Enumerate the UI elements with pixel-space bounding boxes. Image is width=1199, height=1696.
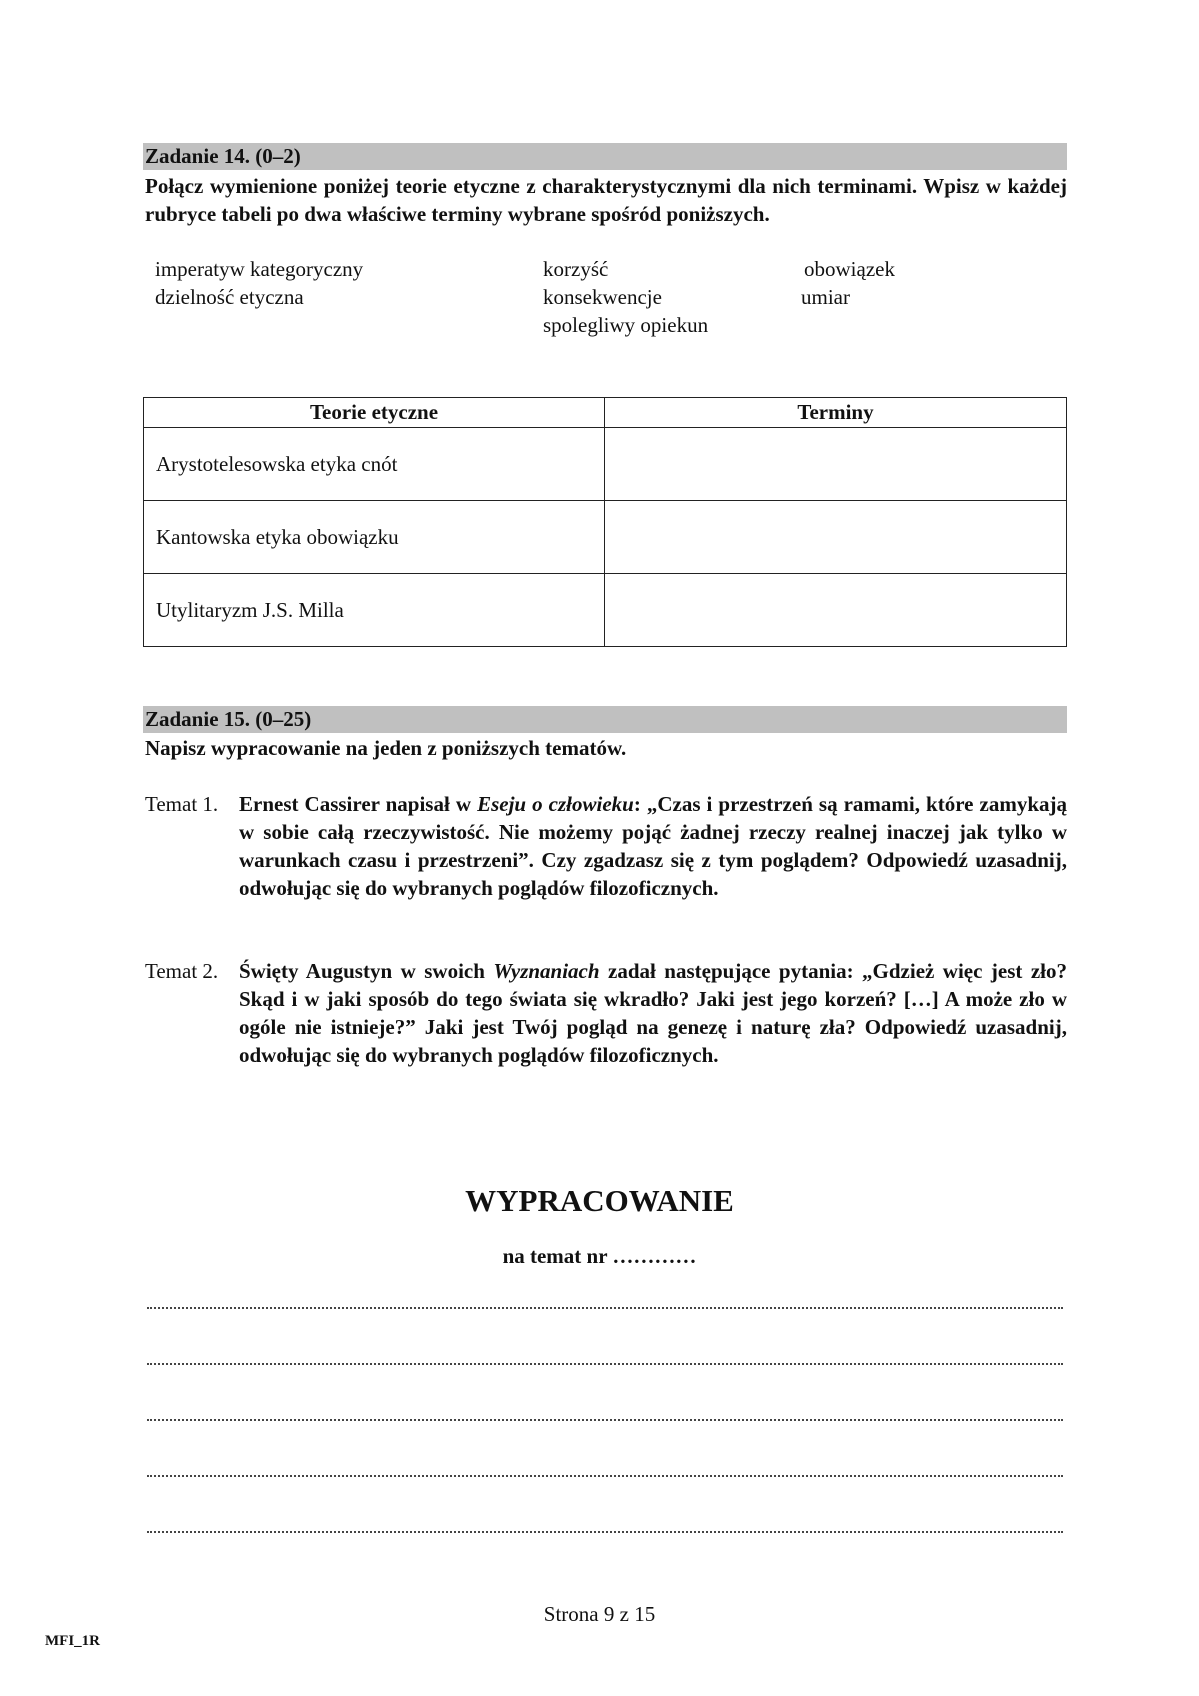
answer-line[interactable] <box>147 1363 1063 1365</box>
exam-code: MFI_1R <box>45 1633 100 1649</box>
topic-text-part: : „Czas i przestrzeń są ramami, które zamykają w sobie całą rzeczywistość. Nie możemy pojąć żadnej rzeczy realnej inaczej jak tylko w warunkach czasu i przestrzeni”. Czy zgadzasz się z tym poglądem? Odpowiedź uzasadnij, odwołując się do wybranych poglądów filozoficznych. <box>239 792 1068 900</box>
topic-text-part: Święty Augustyn w swoich <box>239 959 494 983</box>
table-row <box>144 428 1067 501</box>
term-item: korzyść <box>543 257 609 281</box>
task14-header: Zadanie 14. (0–2) <box>143 143 1067 170</box>
topic-2 <box>145 957 1067 1069</box>
answer-line[interactable] <box>147 1531 1063 1533</box>
term-item: obowiązek <box>804 257 895 281</box>
ethics-table <box>143 397 1067 647</box>
term-item: imperatyw kategoryczny <box>155 257 364 281</box>
term-item: konsekwencje <box>543 285 662 309</box>
table-header-row <box>144 398 1067 428</box>
topic-label: Temat 2. <box>145 959 219 983</box>
task15-header: Zadanie 15. (0–25) <box>143 706 1067 733</box>
table-row <box>144 574 1067 647</box>
page-number: Strona 9 z 15 <box>543 1602 656 1626</box>
topic-1 <box>145 790 1067 902</box>
topic-text <box>239 790 1067 902</box>
book-title: Wyznaniach <box>493 959 600 983</box>
theory-cell: Utylitaryzm J.S. Milla <box>144 574 605 647</box>
topic-text <box>239 957 1067 1069</box>
term-item: spolegliwy opiekun <box>543 313 709 337</box>
task14-instruction: Połącz wymienione poniżej teorie etyczne z charakterystycznymi dla nich terminami. Wpisz w każdej rubryce tabeli po dwa właściwe terminy wybrane spośród poniższych. <box>145 174 1067 226</box>
term-item: umiar <box>801 285 850 309</box>
theory-cell: Arystotelesowska etyka cnót <box>144 428 605 501</box>
topic-label: Temat 1. <box>145 792 219 816</box>
topic-text-part: zadał następujące pytania: „Gdzież więc jest zło? Skąd i w jaki sposób do tego świata się wkradło? Jaki jest jego korzeń? […] A może zło w ogóle nie istnieje?” Jaki jest Twój pogląd na genezę i naturę zła? Odpowiedź uzasadnij, odwołując się do wybranych poglądów filozoficznych. <box>239 959 1067 1067</box>
book-title: Eseju o człowieku <box>477 792 634 816</box>
answer-line[interactable] <box>147 1307 1063 1309</box>
column-header-theories: Teorie etyczne <box>144 398 605 428</box>
term-item: dzielność etyczna <box>155 285 304 309</box>
table-row <box>144 501 1067 574</box>
answer-line[interactable] <box>147 1419 1063 1421</box>
essay-title: WYPRACOWANIE <box>465 1183 734 1218</box>
essay-topic-number: na temat nr ………… <box>502 1244 697 1268</box>
theory-cell: Kantowska etyka obowiązku <box>144 501 605 574</box>
task15-instruction: Napisz wypracowanie na jeden z poniższych tematów. <box>145 736 627 760</box>
answer-cell[interactable] <box>605 428 1067 501</box>
answer-cell[interactable] <box>605 574 1067 647</box>
column-header-terms: Terminy <box>605 398 1067 428</box>
topic-text-part: Ernest Cassirer napisał w <box>239 792 478 816</box>
answer-cell[interactable] <box>605 501 1067 574</box>
answer-line[interactable] <box>147 1475 1063 1477</box>
